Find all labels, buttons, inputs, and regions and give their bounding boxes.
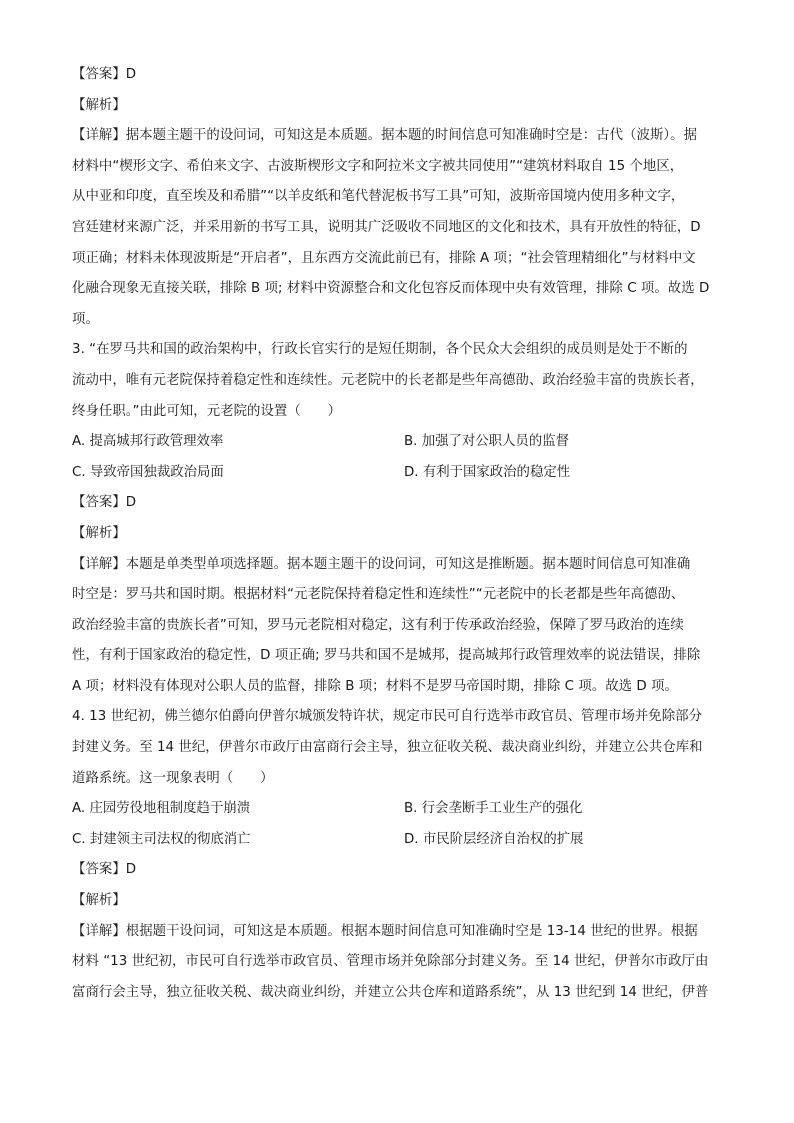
q3-stem-line: 终身任职。”由此可知，元老院的设置（ ）	[72, 403, 342, 419]
q3-detail-line: 【详解】本题是单类型单项选择题。据本题主题干的设问词，可知这是推断题。据本题时间信息可知准确	[72, 556, 691, 572]
q2-detail-line: 化融合现象无直接关联，排除 B 项; 材料中资源整合和文化包容反而体现中央有效管理，排除 C 项。故选 D	[72, 281, 710, 297]
q2-answer: 【答案】D	[72, 67, 137, 82]
q4-detail-line: 材料 “13 世纪初，市民可自行选举市政官员、管理市场并免除部分封建义务。至 14 世纪，伊普尔市政厅由	[72, 954, 709, 970]
document-page	[72, 60, 736, 1008]
q3-stem-line: 流动中，唯有元老院保持着稳定性和连续性。元老院中的长老都是些年高德劭、政治经验丰富的贵族长者，	[72, 372, 704, 388]
q2-detail-line: 【详解】据本题主题干的设问词，可知这是本质题。据本题的时间信息可知准确时空是：古代（波斯）。据	[72, 128, 698, 144]
q2-analysis-heading: 【解析】	[72, 97, 126, 113]
q3-detail-line: 时空是：罗马共和国时期。根据材料“元老院保持着稳定性和连续性”“元老院中的长老都是些年高德劭、	[72, 587, 685, 603]
q4-option-d: D. 市民阶层经济自治权的扩展	[404, 831, 584, 847]
q3-detail-line: 性，有利于国家政治的稳定性，D 项正确; 罗马共和国不是城邦，提高城邦行政管理效率的说法错误，排除	[72, 648, 701, 664]
q3-answer: 【答案】D	[72, 495, 137, 511]
q2-detail-line: 项正确；材料未体现波斯是“开启者”，且东西方交流此前已有，排除 A 项；“社会管理精细化”与材料中文	[72, 250, 696, 266]
q2-detail-line: 宫廷建材来源广泛，并采用新的书写工具，说明其广泛吸收不同地区的文化和技术，具有开放性的特征，D	[72, 219, 701, 235]
q3-option-b: B. 加强了对公职人员的监督	[404, 434, 569, 450]
q3-option-c: C. 导致帝国独裁政治局面	[72, 464, 224, 480]
q4-stem-line: 道路系统。这一现象表明（ ）	[72, 770, 274, 786]
q4-option-c: C. 封建领主司法权的彻底消亡	[72, 831, 251, 847]
q3-analysis-heading: 【解析】	[72, 525, 126, 541]
q3-options-row-1	[72, 427, 736, 458]
q4-answer: 【答案】D	[72, 862, 137, 878]
q2-detail-line: 从中亚和印度，直至埃及和希腊”“以羊皮纸和笔代替泥板书写工具”可知，波斯帝国境内使用多种文字，	[72, 189, 685, 205]
q4-stem-line: 封建义务。至 14 世纪，伊普尔市政厅由富商行会主导，独立征收关税、裁决商业纠纷，并建立公共仓库和	[72, 740, 703, 756]
q3-detail-line: A 项；材料没有体现对公职人员的监督，排除 B 项；材料不是罗马帝国时期，排除 C 项。故选 D 项。	[72, 678, 678, 694]
q4-stem-line: 4. 13 世纪初，佛兰德尔伯爵向伊普尔城颁发特许状，规定市民可自行选举市政官员、管理市场并免除部分	[72, 709, 703, 725]
q4-detail-line: 【详解】根据题干设问词，可知这是本质题。根据本题时间信息可知准确时空是 13-14 世纪的世界。根据	[72, 923, 698, 939]
q3-option-a: A. 提高城邦行政管理效率	[72, 434, 224, 450]
q3-option-d: D. 有利于国家政治的稳定性	[404, 464, 571, 480]
q4-option-b: B. 行会垄断手工业生产的强化	[404, 801, 583, 817]
q4-analysis-heading: 【解析】	[72, 893, 126, 909]
q4-option-a: A. 庄园劳役地租制度趋于崩溃	[72, 801, 251, 817]
q4-detail-line: 富商行会主导，独立征收关税、裁决商业纠纷，并建立公共仓库和道路系统”，从 13 世纪到 14 世纪，伊普	[72, 984, 709, 1000]
q3-detail-line: 政治经验丰富的贵族长者”可知，罗马元老院相对稳定，这有利于传承政治经验，保障了罗马政治的连续	[72, 617, 684, 633]
q3-stem-line: 3. “在罗马共和国的政治架构中，行政长官实行的是短任期制，各个民众大会组织的成员则是处于不断的	[72, 342, 688, 358]
q2-detail-line: 材料中“楔形文字、希伯来文字、古波斯楔形文字和阿拉米文字被共同使用”“建筑材料取自 15 个地区，	[72, 158, 684, 174]
q3-options-row-2	[72, 458, 736, 489]
q2-detail-line: 项。	[72, 311, 99, 327]
q4-options-row-2	[72, 825, 736, 856]
q4-options-row-1	[72, 794, 736, 825]
